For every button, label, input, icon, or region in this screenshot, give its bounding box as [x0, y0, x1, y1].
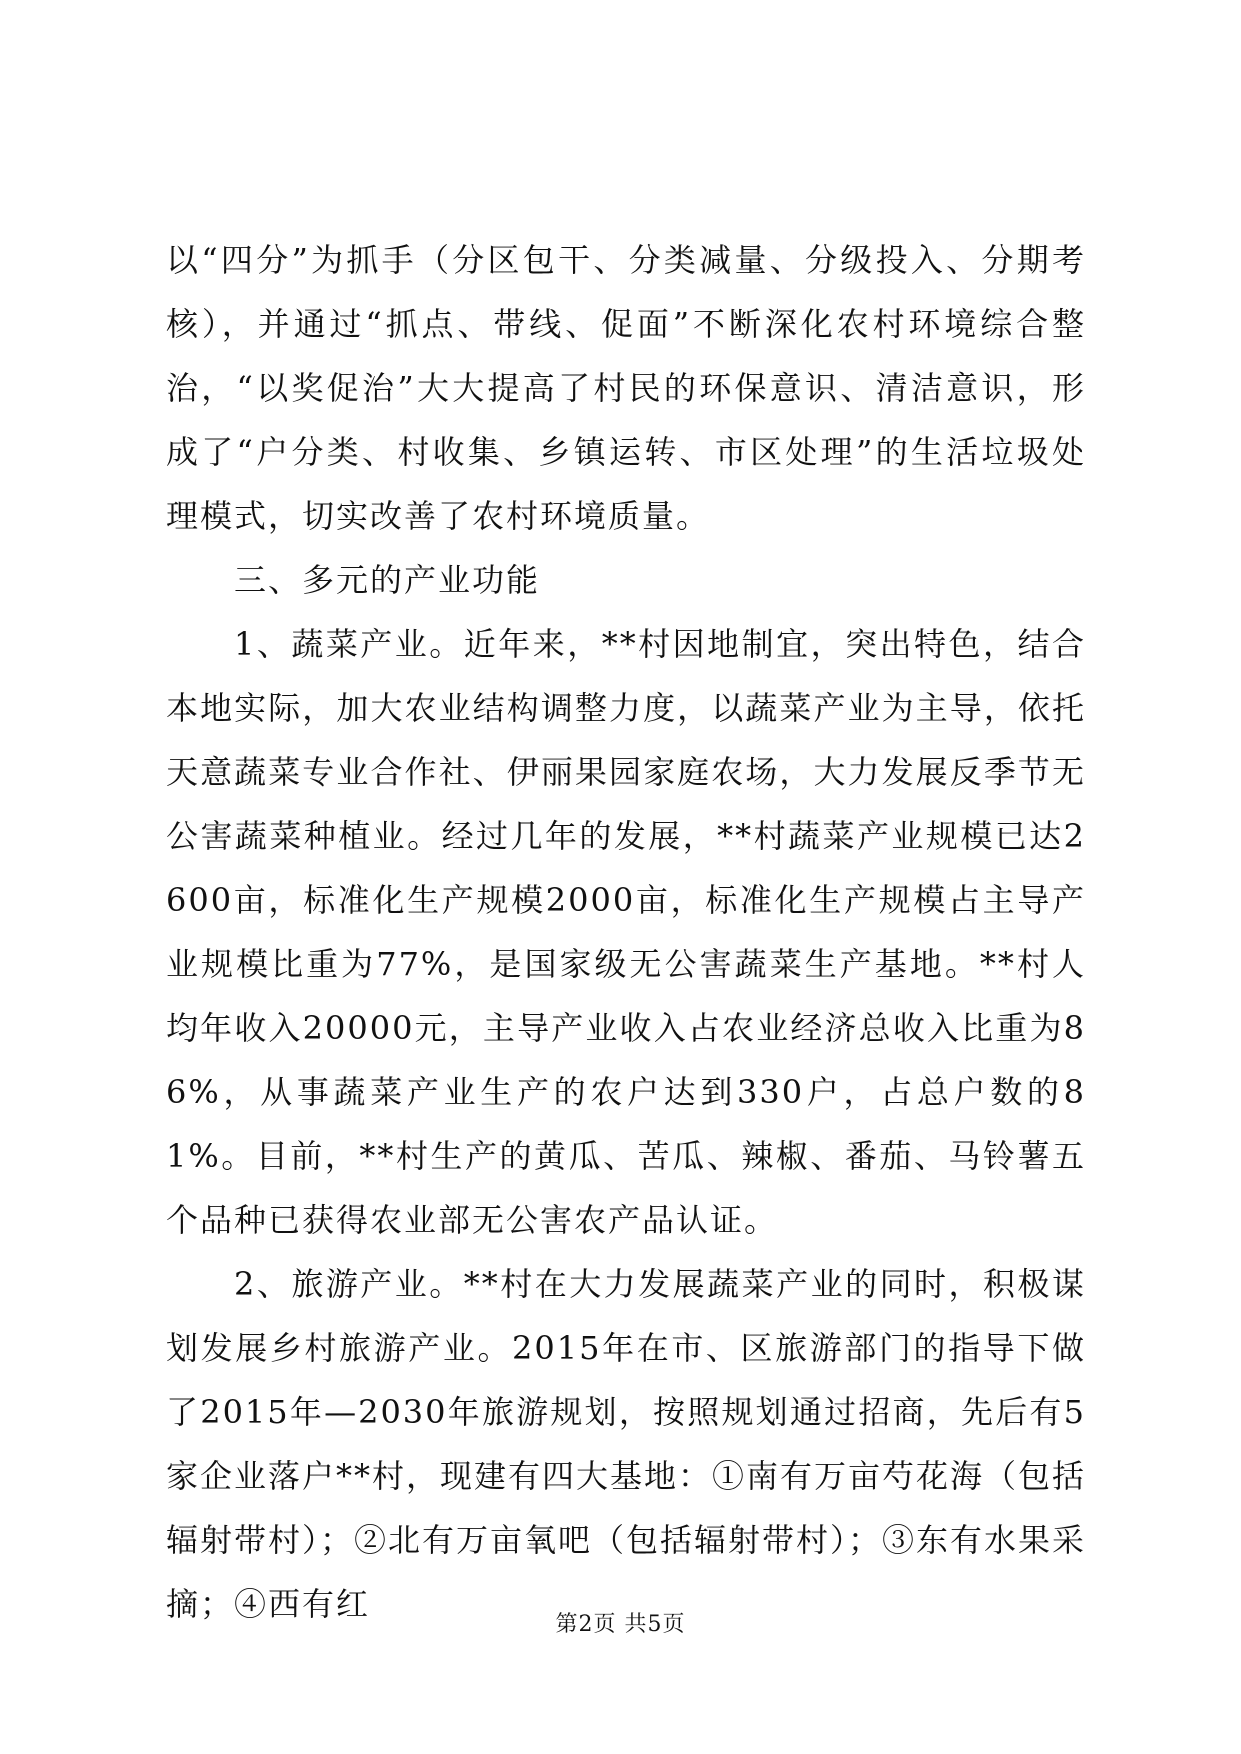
section-heading-industry: 三、多元的产业功能 — [234, 561, 541, 599]
page-number-footer: 第2页 共5页 — [555, 1612, 686, 1637]
paragraph-vegetable-industry: 1、蔬菜产业。近年来，**村因地制宜，突出特色，结合本地实际，加大农业结构调整力度，以蔬菜产业为主导，依托天意蔬菜专业合作社、伊丽果园家庭农场，大力发展反季节无公害蔬菜种植业。经过几年的发展，**村蔬菜产业规模已达2600亩，标准化生产规模2000亩，标准化生产规模占主导产业规模比重为77%，是国家级无公害蔬菜生产基地。**村人均年收入20000元，主导产业收入占农业经济总收入比重为86%，从事蔬菜产业生产的农户达到330户，占总户数的81%。目前，**村生产的黄瓜、苦瓜、辣椒、番茄、马铃薯五个品种已获得农业部无公害农产品认证。 — [166, 625, 1086, 1239]
paragraph-tourism-industry: 2、旅游产业。**村在大力发展蔬菜产业的同时，积极谋划发展乡村旅游产业。2015年在市、区旅游部门的指导下做了2015年—2030年旅游规划，按照规划通过招商，先后有5家企业落户**村，现建有四大基地：①南有万亩芍花海（包括辐射带村）；②北有万亩氧吧（包括辐射带村）；③东有水果采摘；④西有红 — [166, 1265, 1087, 1623]
document-body — [166, 228, 1086, 1636]
paragraph-environment: 以“四分”为抓手（分区包干、分类减量、分级投入、分期考核），并通过“抓点、带线、促面”不断深化农村环境综合整治，“以奖促治”大大提高了村民的环保意识、清洁意识，形成了“户分类、村收集、乡镇运转、市区处理”的生活垃圾处理模式，切实改善了农村环境质量。 — [166, 241, 1086, 535]
